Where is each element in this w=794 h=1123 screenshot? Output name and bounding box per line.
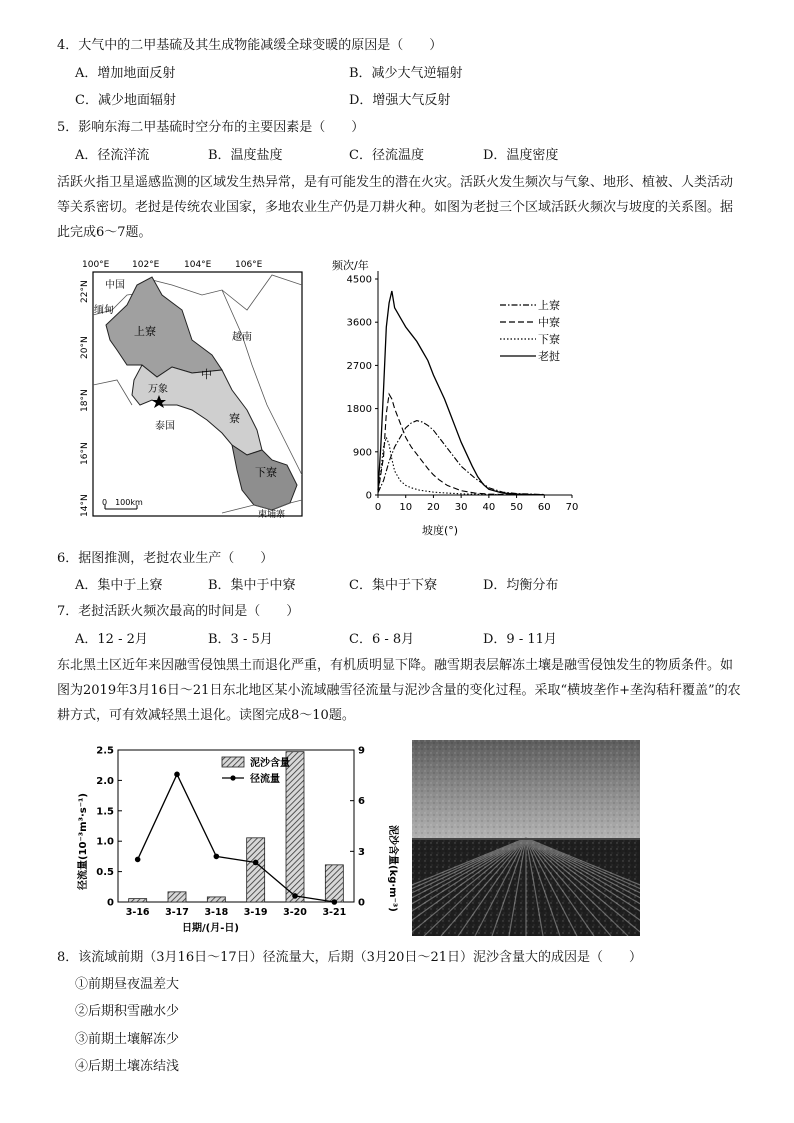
x-tick-label: 70	[565, 502, 579, 513]
legend-label: 径流量	[250, 774, 280, 785]
laos-map	[72, 255, 312, 525]
x-tick-label: 50	[510, 502, 523, 513]
x-tick-label: 3-17	[165, 907, 189, 918]
q7-stem: 7．老挝活跃火频次最高的时间是（ ）	[57, 604, 300, 619]
x-tick-label: 30	[454, 502, 468, 513]
y-axis-label: 频次/年	[332, 259, 369, 272]
series-line-中寮	[378, 394, 544, 495]
lon-label: 106°E	[235, 260, 263, 270]
legend-swatch-bar	[222, 757, 244, 767]
lat-label: 16°N	[80, 442, 90, 465]
runoff-point	[174, 772, 180, 778]
q5-option-b[interactable]: B．温度盐度	[208, 148, 283, 163]
lat-label: 22°N	[80, 280, 90, 303]
lat-label: 20°N	[80, 336, 90, 359]
right-tick-label: 3	[358, 846, 365, 858]
sediment-bar	[247, 838, 265, 902]
lat-label: 18°N	[80, 389, 90, 412]
q4-option-d[interactable]: D．增强大气反射	[349, 93, 451, 108]
left-tick-label: 1.0	[96, 836, 114, 848]
runoff-point	[332, 899, 338, 905]
q5-option-d[interactable]: D．温度密度	[483, 148, 559, 163]
place-upper-laos: 上寮	[134, 325, 156, 338]
q5-stem: 5．影响东海二甲基硫时空分布的主要因素是（ ）	[57, 120, 365, 135]
sediment-bar	[325, 865, 343, 902]
q4-option-a[interactable]: A．增加地面反射	[75, 66, 176, 81]
q6-option-d[interactable]: D．均衡分布	[483, 578, 559, 593]
sediment-bar	[129, 899, 147, 902]
lon-label: 100°E	[82, 260, 110, 270]
q7-option-d[interactable]: D．9 - 11月	[483, 632, 557, 647]
q7-option-c[interactable]: C．6 - 8月	[349, 632, 415, 647]
place-thailand: 泰国	[155, 421, 175, 432]
left-tick-label: 2.5	[96, 745, 114, 757]
x-tick-label: 3-16	[125, 907, 150, 918]
legend-label: 上寮	[538, 299, 560, 312]
x-tick-label: 40	[482, 502, 496, 513]
legend-swatch-point	[230, 775, 235, 780]
y-tick-label: 900	[352, 447, 372, 459]
right-tick-label: 0	[358, 897, 365, 909]
left-tick-label: 1.5	[96, 806, 114, 818]
lon-label: 104°E	[184, 260, 212, 270]
intro-paragraph-blacksoil: 东北黑土区近年来因融雪侵蚀黑土而退化严重，有机质明显下降。融雪期表层解冻土壤是融雪侵蚀发生的物质条件。如图为2019年3月16日～21日东北地区某小流域融雪径流量与泥沙含量的变化过程。采取“横坡垄作+垄沟秸秆覆盖”的农耕方式，可有效减轻黑土退化。读图完成8～10题。	[57, 658, 741, 723]
place-china: 中国	[105, 280, 125, 291]
series-line-下寮	[378, 437, 544, 495]
q7-option-a[interactable]: A．12 - 2月	[75, 632, 148, 647]
x-tick-label: 3-20	[283, 907, 307, 918]
legend-label: 老挝	[538, 350, 560, 363]
x-tick-label: 3-21	[322, 907, 347, 918]
runoff-point	[292, 893, 298, 899]
q7-option-b[interactable]: B．3 - 5月	[208, 632, 273, 647]
q4-option-b[interactable]: B．减少大气逆辐射	[349, 66, 463, 81]
place-vietnam: 越南	[232, 332, 252, 343]
place-cambodia: 柬埔寨	[258, 510, 286, 520]
y-tick-label: 1800	[346, 404, 372, 416]
q4-option-c[interactable]: C．减少地面辐射	[75, 93, 176, 108]
q8-item-4[interactable]: ④后期土壤冻结浅	[75, 1059, 180, 1074]
right-axis-label: 泥沙含量(kg·m⁻³)	[387, 825, 398, 912]
legend-label: 下寮	[538, 333, 560, 346]
sediment-bar	[286, 752, 304, 902]
q8-item-3[interactable]: ③前期土壤解冻少	[75, 1032, 180, 1047]
q6-option-a[interactable]: A．集中于上寮	[75, 578, 163, 593]
q8-stem: 8．该流域前期（3月16日～17日）径流量大，后期（3月20日～21日）泥沙含量大的成因是（ ）	[57, 950, 642, 965]
x-tick-label: 10	[399, 502, 413, 513]
legend-label: 泥沙含量	[250, 758, 290, 769]
sediment-bar	[207, 897, 225, 902]
x-axis-label: 日期/(月-日)	[182, 923, 239, 934]
lon-label: 102°E	[132, 260, 160, 270]
x-tick-label: 0	[374, 502, 382, 513]
q6-stem: 6．据图推测，老挝农业生产（ ）	[57, 551, 274, 566]
y-tick-label: 4500	[346, 274, 372, 286]
runoff-point	[214, 854, 220, 860]
scale-label: 0 100km	[102, 498, 143, 507]
y-tick-label: 3600	[346, 317, 372, 329]
right-tick-label: 9	[358, 745, 365, 757]
left-tick-label: 2.0	[96, 775, 114, 787]
q8-item-2[interactable]: ②后期积雪融水少	[75, 1004, 180, 1019]
place-central: 中	[201, 368, 212, 381]
right-tick-label: 6	[358, 796, 365, 808]
runoff-point	[253, 860, 259, 866]
x-axis-label: 坡度(°)	[422, 524, 459, 537]
intro-paragraph-laos: 活跃火指卫星遥感监测的区域发生热异常，是有可能发生的潜在火灾。活跃火发生频次与气象、地形、植被、人类活动等关系密切。老挝是传统农业国家，多地农业生产仍是刀耕火种。如图为老挝三个区域活跃火频次与坡度的关系图。据此完成6～7题。	[57, 175, 734, 240]
y-tick-label: 2700	[346, 360, 372, 372]
q8-item-1[interactable]: ①前期昼夜温差大	[75, 977, 180, 992]
place-central-2: 寮	[229, 412, 240, 425]
place-lower-laos: 下寮	[255, 466, 277, 479]
left-axis-label: 径流量(10⁻³m³·s⁻¹)	[78, 793, 89, 890]
q6-option-b[interactable]: B．集中于中寮	[208, 578, 296, 593]
runoff-line	[138, 774, 335, 902]
q4-stem: 4．大气中的二甲基硫及其生成物能减缓全球变暖的原因是（ ）	[57, 38, 443, 53]
y-tick-label: 0	[365, 490, 372, 502]
legend-label: 中寮	[538, 316, 560, 329]
lat-label: 14°N	[80, 494, 90, 517]
q5-option-a[interactable]: A．径流洋流	[75, 148, 150, 163]
left-tick-label: 0.5	[96, 867, 114, 879]
fire-frequency-chart	[322, 255, 587, 540]
left-tick-label: 0	[107, 897, 114, 909]
q6-option-c[interactable]: C．集中于下寮	[349, 578, 437, 593]
place-myanmar: 缅甸	[94, 305, 114, 316]
furrow-field-photo	[412, 740, 640, 936]
runoff-point	[135, 857, 141, 863]
sediment-bar	[168, 892, 186, 902]
x-tick-label: 60	[537, 502, 551, 513]
q5-option-c[interactable]: C．径流温度	[349, 148, 424, 163]
x-tick-label: 20	[427, 502, 440, 513]
x-tick-label: 3-18	[204, 907, 229, 918]
runoff-sediment-chart	[72, 740, 410, 938]
x-tick-label: 3-19	[243, 907, 268, 918]
place-vientiane: 万象	[148, 384, 168, 395]
